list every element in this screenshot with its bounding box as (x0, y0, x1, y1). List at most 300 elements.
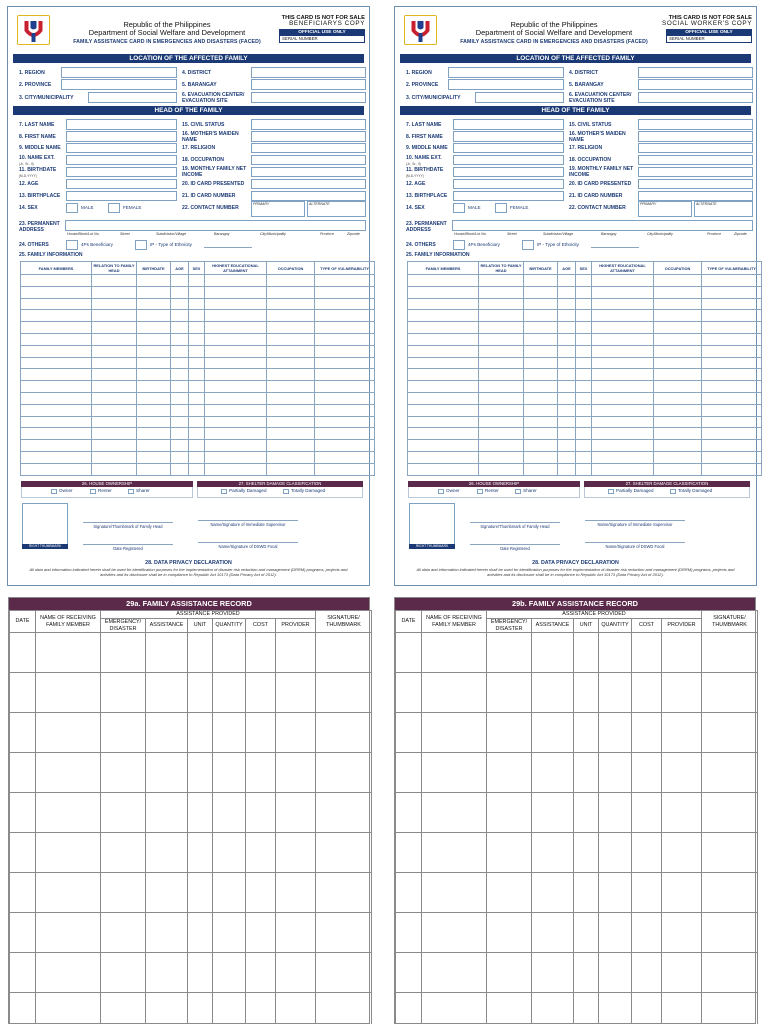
ethnicity-line[interactable] (591, 247, 639, 248)
table-cell[interactable] (137, 451, 171, 463)
table-cell[interactable] (205, 286, 267, 298)
table-cell[interactable] (188, 753, 213, 793)
table-cell[interactable] (592, 440, 654, 452)
head-signature-line[interactable] (470, 522, 560, 523)
table-cell[interactable] (558, 440, 576, 452)
table-cell[interactable] (479, 404, 524, 416)
table-cell[interactable] (524, 416, 558, 428)
table-cell[interactable] (246, 793, 276, 833)
table-cell[interactable] (479, 333, 524, 345)
table-cell[interactable] (36, 993, 101, 1024)
table-cell[interactable] (702, 463, 762, 475)
id-presented-field[interactable] (251, 179, 366, 189)
table-cell[interactable] (662, 793, 702, 833)
table-cell[interactable] (146, 673, 188, 713)
table-cell[interactable] (632, 953, 662, 993)
table-cell[interactable] (21, 310, 92, 322)
table-cell[interactable] (702, 381, 762, 393)
table-cell[interactable] (396, 633, 422, 673)
table-cell[interactable] (662, 993, 702, 1024)
table-cell[interactable] (532, 633, 574, 673)
table-cell[interactable] (592, 345, 654, 357)
table-cell[interactable] (532, 953, 574, 993)
table-cell[interactable] (599, 633, 632, 673)
table-cell[interactable] (479, 428, 524, 440)
table-cell[interactable] (10, 673, 36, 713)
middle-name-field[interactable] (453, 143, 564, 153)
table-cell[interactable] (213, 753, 246, 793)
table-cell[interactable] (213, 873, 246, 913)
table-cell[interactable] (101, 673, 146, 713)
table-cell[interactable] (574, 833, 599, 873)
table-cell[interactable] (10, 993, 36, 1024)
table-cell[interactable] (558, 463, 576, 475)
table-cell[interactable] (479, 275, 524, 287)
totally-damaged-checkbox[interactable] (670, 489, 676, 494)
table-cell[interactable] (267, 310, 315, 322)
table-cell[interactable] (213, 633, 246, 673)
table-cell[interactable] (205, 345, 267, 357)
birthdate-field[interactable] (66, 167, 177, 177)
table-cell[interactable] (246, 953, 276, 993)
table-cell[interactable] (487, 753, 532, 793)
table-cell[interactable] (558, 345, 576, 357)
table-cell[interactable] (574, 753, 599, 793)
maiden-name-field[interactable] (638, 131, 753, 142)
table-cell[interactable] (316, 833, 372, 873)
table-cell[interactable] (524, 404, 558, 416)
table-cell[interactable] (92, 357, 137, 369)
ethnicity-line[interactable] (204, 247, 252, 248)
table-cell[interactable] (576, 440, 592, 452)
table-cell[interactable] (316, 993, 372, 1024)
table-cell[interactable] (276, 793, 316, 833)
table-cell[interactable] (558, 322, 576, 334)
table-cell[interactable] (408, 333, 479, 345)
middle-name-field[interactable] (66, 143, 177, 153)
table-cell[interactable] (267, 416, 315, 428)
table-cell[interactable] (532, 913, 574, 953)
table-cell[interactable] (315, 381, 375, 393)
table-cell[interactable] (21, 286, 92, 298)
table-cell[interactable] (171, 286, 189, 298)
table-cell[interactable] (21, 428, 92, 440)
table-cell[interactable] (654, 286, 702, 298)
table-cell[interactable] (576, 298, 592, 310)
table-cell[interactable] (171, 440, 189, 452)
fourps-checkbox[interactable] (66, 240, 78, 250)
table-cell[interactable] (267, 428, 315, 440)
focal-line[interactable] (198, 542, 298, 543)
table-cell[interactable] (558, 310, 576, 322)
table-cell[interactable] (408, 440, 479, 452)
table-cell[interactable] (92, 381, 137, 393)
table-cell[interactable] (396, 713, 422, 753)
table-cell[interactable] (592, 369, 654, 381)
table-cell[interactable] (316, 913, 372, 953)
table-cell[interactable] (92, 416, 137, 428)
table-cell[interactable] (21, 440, 92, 452)
region-field[interactable] (61, 67, 177, 78)
table-cell[interactable] (171, 416, 189, 428)
table-cell[interactable] (574, 713, 599, 753)
table-cell[interactable] (213, 713, 246, 753)
table-cell[interactable] (36, 713, 101, 753)
age-field[interactable] (453, 179, 564, 189)
table-cell[interactable] (574, 873, 599, 913)
table-cell[interactable] (137, 404, 171, 416)
table-cell[interactable] (576, 345, 592, 357)
table-cell[interactable] (10, 913, 36, 953)
table-cell[interactable] (576, 451, 592, 463)
table-cell[interactable] (654, 416, 702, 428)
table-cell[interactable] (36, 633, 101, 673)
table-cell[interactable] (422, 873, 487, 913)
last-name-field[interactable] (453, 119, 564, 130)
table-cell[interactable] (92, 310, 137, 322)
table-cell[interactable] (558, 451, 576, 463)
table-cell[interactable] (422, 713, 487, 753)
table-cell[interactable] (479, 440, 524, 452)
table-cell[interactable] (246, 713, 276, 753)
table-cell[interactable] (189, 381, 205, 393)
table-cell[interactable] (487, 793, 532, 833)
table-cell[interactable] (189, 404, 205, 416)
table-cell[interactable] (246, 873, 276, 913)
table-cell[interactable] (205, 416, 267, 428)
district-field[interactable] (638, 67, 753, 78)
date-registered-line[interactable] (83, 544, 173, 545)
table-cell[interactable] (396, 953, 422, 993)
table-cell[interactable] (524, 369, 558, 381)
table-cell[interactable] (246, 633, 276, 673)
table-cell[interactable] (188, 833, 213, 873)
table-cell[interactable] (189, 333, 205, 345)
table-cell[interactable] (315, 463, 375, 475)
table-cell[interactable] (267, 298, 315, 310)
table-cell[interactable] (408, 416, 479, 428)
table-cell[interactable] (479, 310, 524, 322)
table-cell[interactable] (654, 310, 702, 322)
table-cell[interactable] (189, 416, 205, 428)
table-cell[interactable] (408, 463, 479, 475)
table-cell[interactable] (487, 913, 532, 953)
table-cell[interactable] (21, 404, 92, 416)
permanent-address-field[interactable] (452, 220, 753, 231)
table-cell[interactable] (10, 753, 36, 793)
table-cell[interactable] (10, 873, 36, 913)
table-cell[interactable] (408, 298, 479, 310)
table-cell[interactable] (662, 673, 702, 713)
table-cell[interactable] (592, 416, 654, 428)
table-cell[interactable] (654, 451, 702, 463)
table-cell[interactable] (276, 873, 316, 913)
table-cell[interactable] (558, 369, 576, 381)
table-cell[interactable] (276, 913, 316, 953)
table-cell[interactable] (276, 633, 316, 673)
table-cell[interactable] (592, 357, 654, 369)
table-cell[interactable] (188, 993, 213, 1024)
table-cell[interactable] (576, 463, 592, 475)
table-cell[interactable] (36, 953, 101, 993)
renter-checkbox[interactable] (90, 489, 96, 494)
table-cell[interactable] (702, 793, 758, 833)
table-cell[interactable] (599, 753, 632, 793)
table-cell[interactable] (36, 753, 101, 793)
ip-checkbox[interactable] (135, 240, 147, 250)
occupation-field[interactable] (251, 155, 366, 165)
sharer-checkbox[interactable] (128, 489, 134, 494)
table-cell[interactable] (702, 275, 762, 287)
table-cell[interactable] (137, 298, 171, 310)
table-cell[interactable] (92, 451, 137, 463)
table-cell[interactable] (188, 713, 213, 753)
table-cell[interactable] (316, 753, 372, 793)
table-cell[interactable] (576, 381, 592, 393)
table-cell[interactable] (101, 833, 146, 873)
evacuation-field[interactable] (638, 92, 753, 103)
table-cell[interactable] (702, 913, 758, 953)
civil-status-field[interactable] (251, 119, 366, 130)
table-cell[interactable] (479, 357, 524, 369)
table-cell[interactable] (10, 953, 36, 993)
table-cell[interactable] (267, 333, 315, 345)
table-cell[interactable] (702, 993, 758, 1024)
table-cell[interactable] (422, 633, 487, 673)
city-field[interactable] (88, 92, 177, 103)
table-cell[interactable] (101, 913, 146, 953)
table-cell[interactable] (315, 345, 375, 357)
table-cell[interactable] (592, 428, 654, 440)
table-cell[interactable] (189, 310, 205, 322)
table-cell[interactable] (576, 404, 592, 416)
table-cell[interactable] (189, 463, 205, 475)
table-cell[interactable] (662, 913, 702, 953)
table-cell[interactable] (592, 392, 654, 404)
table-cell[interactable] (662, 753, 702, 793)
table-cell[interactable] (487, 953, 532, 993)
table-cell[interactable] (213, 993, 246, 1024)
table-cell[interactable] (267, 381, 315, 393)
table-cell[interactable] (524, 286, 558, 298)
table-cell[interactable] (188, 873, 213, 913)
religion-field[interactable] (251, 143, 366, 153)
sex-female-checkbox[interactable] (495, 203, 507, 213)
table-cell[interactable] (408, 451, 479, 463)
table-cell[interactable] (524, 451, 558, 463)
table-cell[interactable] (276, 713, 316, 753)
table-cell[interactable] (408, 286, 479, 298)
table-cell[interactable] (10, 793, 36, 833)
table-cell[interactable] (532, 713, 574, 753)
table-cell[interactable] (702, 392, 762, 404)
table-cell[interactable] (524, 333, 558, 345)
table-cell[interactable] (267, 322, 315, 334)
table-cell[interactable] (315, 451, 375, 463)
table-cell[interactable] (574, 633, 599, 673)
table-cell[interactable] (137, 275, 171, 287)
table-cell[interactable] (654, 392, 702, 404)
table-cell[interactable] (702, 310, 762, 322)
table-cell[interactable] (36, 833, 101, 873)
table-cell[interactable] (21, 392, 92, 404)
permanent-address-field[interactable] (65, 220, 366, 231)
table-cell[interactable] (654, 369, 702, 381)
table-cell[interactable] (487, 633, 532, 673)
table-cell[interactable] (267, 369, 315, 381)
table-cell[interactable] (188, 673, 213, 713)
table-cell[interactable] (592, 333, 654, 345)
table-cell[interactable] (171, 463, 189, 475)
table-cell[interactable] (422, 753, 487, 793)
table-cell[interactable] (479, 345, 524, 357)
table-cell[interactable] (137, 392, 171, 404)
table-cell[interactable] (558, 404, 576, 416)
table-cell[interactable] (558, 381, 576, 393)
thumbmark-box[interactable] (409, 503, 455, 549)
table-cell[interactable] (315, 310, 375, 322)
table-cell[interactable] (702, 333, 762, 345)
table-cell[interactable] (558, 286, 576, 298)
table-cell[interactable] (205, 298, 267, 310)
table-cell[interactable] (246, 913, 276, 953)
table-cell[interactable] (479, 381, 524, 393)
table-cell[interactable] (396, 833, 422, 873)
table-cell[interactable] (21, 416, 92, 428)
table-cell[interactable] (146, 753, 188, 793)
table-cell[interactable] (702, 440, 762, 452)
table-cell[interactable] (654, 298, 702, 310)
supervisor-line[interactable] (198, 520, 298, 521)
thumbmark-box[interactable] (22, 503, 68, 549)
table-cell[interactable] (315, 404, 375, 416)
table-cell[interactable] (146, 633, 188, 673)
partially-damaged-checkbox[interactable] (608, 489, 614, 494)
table-cell[interactable] (479, 369, 524, 381)
table-cell[interactable] (632, 793, 662, 833)
table-cell[interactable] (408, 322, 479, 334)
table-cell[interactable] (576, 416, 592, 428)
table-cell[interactable] (654, 333, 702, 345)
table-cell[interactable] (205, 322, 267, 334)
table-cell[interactable] (316, 713, 372, 753)
table-cell[interactable] (146, 713, 188, 753)
barangay-field[interactable] (251, 79, 366, 90)
table-cell[interactable] (599, 953, 632, 993)
table-cell[interactable] (276, 673, 316, 713)
table-cell[interactable] (205, 428, 267, 440)
table-cell[interactable] (524, 463, 558, 475)
table-cell[interactable] (479, 463, 524, 475)
table-cell[interactable] (316, 953, 372, 993)
table-cell[interactable] (396, 673, 422, 713)
evacuation-field[interactable] (251, 92, 366, 103)
table-cell[interactable] (146, 873, 188, 913)
table-cell[interactable] (702, 298, 762, 310)
table-cell[interactable] (171, 369, 189, 381)
table-cell[interactable] (599, 993, 632, 1024)
sex-female-checkbox[interactable] (108, 203, 120, 213)
table-cell[interactable] (21, 345, 92, 357)
table-cell[interactable] (137, 440, 171, 452)
table-cell[interactable] (702, 428, 762, 440)
table-cell[interactable] (21, 322, 92, 334)
table-cell[interactable] (558, 298, 576, 310)
birthdate-field[interactable] (453, 167, 564, 177)
table-cell[interactable] (213, 793, 246, 833)
table-cell[interactable] (188, 633, 213, 673)
religion-field[interactable] (638, 143, 753, 153)
table-cell[interactable] (396, 753, 422, 793)
table-cell[interactable] (654, 381, 702, 393)
table-cell[interactable] (599, 913, 632, 953)
table-cell[interactable] (213, 913, 246, 953)
income-field[interactable] (251, 167, 366, 177)
table-cell[interactable] (205, 381, 267, 393)
table-cell[interactable] (599, 833, 632, 873)
table-cell[interactable] (21, 381, 92, 393)
table-cell[interactable] (36, 873, 101, 913)
table-cell[interactable] (189, 392, 205, 404)
province-field[interactable] (61, 79, 177, 90)
table-cell[interactable] (524, 392, 558, 404)
table-cell[interactable] (654, 345, 702, 357)
table-cell[interactable] (315, 369, 375, 381)
table-cell[interactable] (632, 713, 662, 753)
table-cell[interactable] (487, 993, 532, 1024)
table-cell[interactable] (558, 392, 576, 404)
table-cell[interactable] (524, 345, 558, 357)
table-cell[interactable] (189, 322, 205, 334)
table-cell[interactable] (189, 357, 205, 369)
table-cell[interactable] (558, 275, 576, 287)
table-cell[interactable] (662, 953, 702, 993)
table-cell[interactable] (267, 463, 315, 475)
table-cell[interactable] (213, 673, 246, 713)
table-cell[interactable] (21, 369, 92, 381)
table-cell[interactable] (171, 310, 189, 322)
table-cell[interactable] (487, 833, 532, 873)
table-cell[interactable] (137, 381, 171, 393)
table-cell[interactable] (171, 275, 189, 287)
partially-damaged-checkbox[interactable] (221, 489, 227, 494)
table-cell[interactable] (592, 275, 654, 287)
table-cell[interactable] (315, 428, 375, 440)
table-cell[interactable] (92, 333, 137, 345)
table-cell[interactable] (137, 463, 171, 475)
table-cell[interactable] (21, 463, 92, 475)
table-cell[interactable] (316, 793, 372, 833)
table-cell[interactable] (171, 451, 189, 463)
table-cell[interactable] (276, 833, 316, 873)
table-cell[interactable] (10, 713, 36, 753)
table-cell[interactable] (92, 428, 137, 440)
table-cell[interactable] (422, 913, 487, 953)
table-cell[interactable] (315, 275, 375, 287)
table-cell[interactable] (532, 753, 574, 793)
table-cell[interactable] (21, 275, 92, 287)
table-cell[interactable] (101, 993, 146, 1024)
table-cell[interactable] (171, 322, 189, 334)
table-cell[interactable] (524, 310, 558, 322)
table-cell[interactable] (702, 416, 762, 428)
table-cell[interactable] (632, 993, 662, 1024)
table-cell[interactable] (592, 298, 654, 310)
table-cell[interactable] (21, 333, 92, 345)
name-ext-field[interactable] (66, 155, 177, 165)
table-cell[interactable] (574, 913, 599, 953)
table-cell[interactable] (422, 833, 487, 873)
